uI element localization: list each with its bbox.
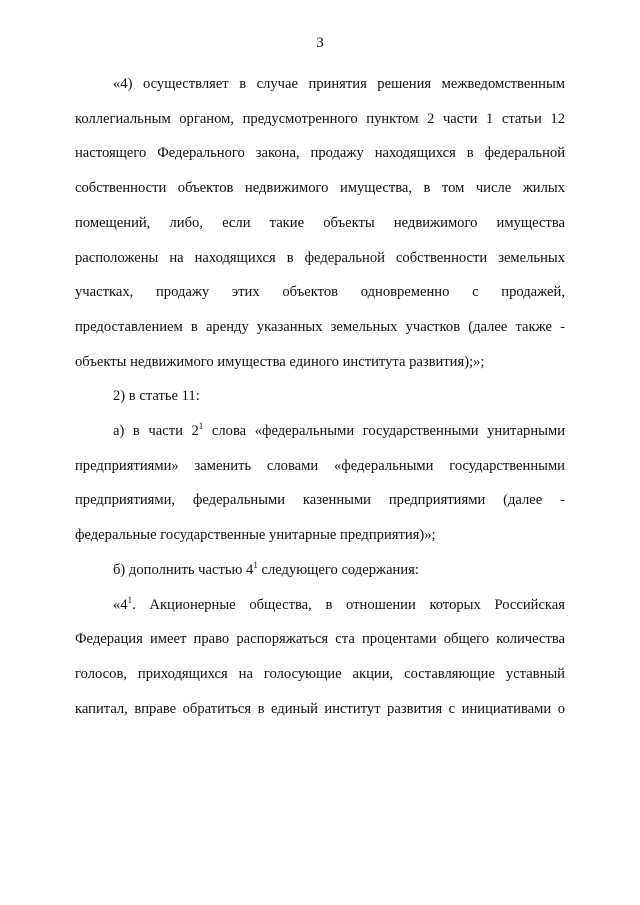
text-fragment: следующего содержания: — [257, 561, 419, 578]
text-fragment: слова «федеральными государственными унитарными — [203, 423, 566, 440]
text-line: помещений, либо, если такие объекты недвижимого имущества — [75, 214, 565, 231]
paragraph-5 — [75, 588, 565, 727]
text-line: расположены на находящихся в федеральной собственности земельных — [75, 249, 565, 266]
text-line: участках, продажу этих объектов одновременно с продажей, — [75, 284, 565, 301]
text-line: федеральные государственные унитарные предприятия)»; — [75, 527, 436, 544]
text-line: капитал, вправе обратиться в единый институт развития с инициативами о — [75, 700, 565, 717]
paragraph-4 — [75, 553, 565, 588]
paragraph-3 — [75, 414, 565, 553]
text-line: голосов, приходящихся на голосующие акции, составляющие уставный — [75, 665, 565, 682]
text-fragment: б) дополнить частью 4 — [113, 561, 254, 578]
text-fragment: а) в части 2 — [113, 423, 199, 440]
text-fragment: «4 — [113, 596, 128, 613]
text-line: настоящего Федерального закона, продажу находящихся в федеральной — [75, 145, 565, 162]
paragraph-2 — [75, 379, 565, 414]
superscript: 1 — [127, 594, 133, 605]
text-line: «4) осуществляет в случае принятия решения межведомственным — [113, 76, 565, 92]
superscript: 1 — [253, 559, 258, 570]
text-fragment: . Акционерные общества, в отношении которых Российская — [132, 596, 565, 613]
text-line: Федерация имеет право распоряжаться ста процентами общего количества — [75, 631, 565, 648]
text-line — [75, 414, 565, 449]
page-number: 3 — [316, 35, 324, 51]
text-line: коллегиальным органом, предусмотренного пунктом 2 части 1 статьи 12 — [75, 110, 565, 127]
text-line: 2) в статье 11: — [113, 388, 200, 405]
document-body — [75, 67, 565, 726]
superscript: 1 — [198, 421, 204, 432]
text-line: предоставлением в аренду указанных земельных участков (далее также - — [75, 318, 565, 335]
text-line: предприятиями, федеральными казенными предприятиями (далее - — [75, 492, 565, 509]
text-line: предприятиями» заменить словами «федеральными государственными — [75, 457, 565, 474]
text-line: собственности объектов недвижимого имущества, в том числе жилых — [75, 180, 565, 197]
text-line: объекты недвижимого имущества единого института развития);»; — [75, 353, 485, 370]
text-line — [75, 588, 565, 623]
paragraph-1 — [75, 67, 565, 379]
text-line — [75, 553, 565, 588]
